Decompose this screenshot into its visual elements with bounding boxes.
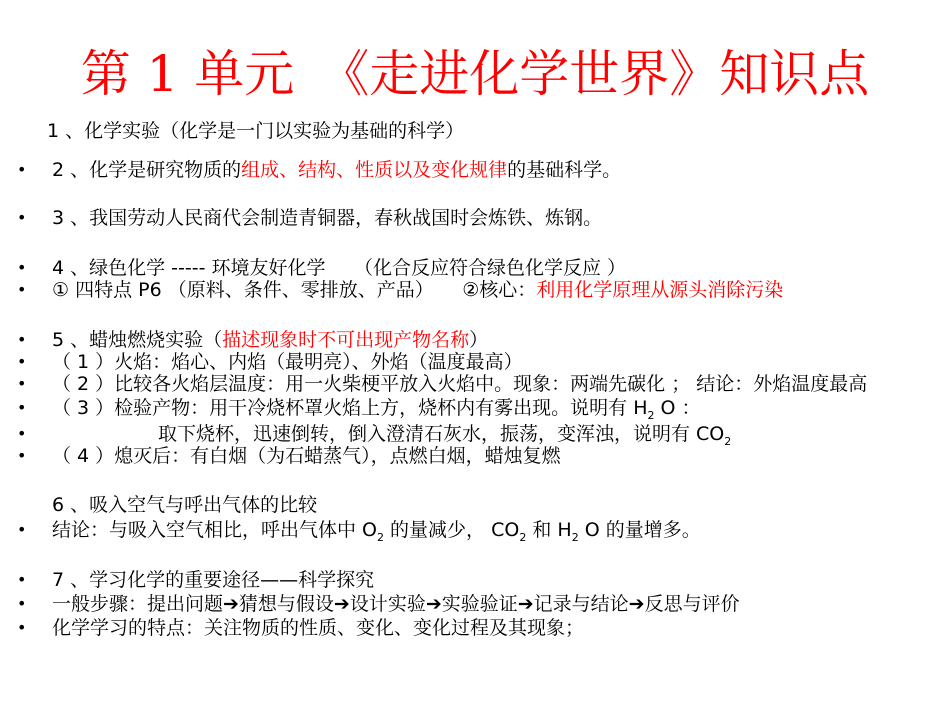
bullet: • (17, 160, 27, 179)
point-4-features-text (52, 278, 783, 302)
text-segment: （ 3 ）检验产物：用干冷烧杯罩火焰上方，烧杯内有雾出现。说明有 H (52, 397, 648, 419)
point-1-chemistry-experiment (0, 119, 950, 143)
point-5-temperature (0, 372, 950, 396)
subscript: 2 (377, 531, 384, 544)
bullet: • (17, 446, 27, 465)
point-2-text-end: 的基础科学。 (507, 159, 622, 181)
point-2-text (52, 158, 621, 182)
bullet: • (17, 352, 27, 371)
point-4-green-chemistry (0, 256, 950, 280)
subscript: 2 (647, 409, 655, 422)
point-6-text: 6 、吸入空气与呼出气体的比较 (52, 494, 318, 516)
bullet: • (17, 330, 27, 349)
point-4-features-core (0, 278, 950, 302)
text-segment: O 的量增多。 (578, 519, 701, 541)
point-7-scientific-inquiry (0, 568, 950, 592)
slide-title: 第 1 单元 《走进化学世界》知识点 (80, 45, 870, 103)
point-2-text-start: 2 、化学是研究物质的 (52, 159, 242, 181)
point-6-air-comparison (0, 493, 950, 517)
point-5-extinguish (0, 444, 950, 468)
text-segment: 结论：与吸入空气相比，呼出气体中 O (52, 519, 377, 541)
point-3-text: 3 、我国劳动人民商代会制造青铜器，春秋战国时会炼铁、炼钢。 (52, 207, 603, 229)
point-4-text: 4 、绿色化学 ----- 环境友好化学 （化合反应符合绿色化学反应 ） (52, 257, 627, 279)
bullet: • (17, 280, 27, 299)
point-5-text (52, 328, 488, 352)
point-7-characteristics (0, 616, 950, 640)
point-5-product-water-text (52, 396, 701, 420)
point-2-definition (0, 158, 950, 182)
point-6-conclusion (0, 518, 950, 542)
point-5-extinguish-text: （ 4 ）熄灭后：有白烟（为石蜡蒸气），点燃白烟，蜡烛复燃 (52, 445, 561, 467)
subscript: 2 (571, 531, 579, 544)
point-3-history (0, 206, 950, 230)
point-4-core-highlight: 利用化学原理从源头消除污染 (536, 279, 784, 301)
point-5-temperature-text: （ 2 ）比较各火焰层温度：用一火柴梗平放入火焰中。现象：两端先碳化 ； 结论：外焰温度最高 (52, 373, 868, 395)
point-7-steps-text: 一般步骤：提出问题➔猜想与假设➔设计实验➔实验验证➔记录与结论➔反思与评价 (52, 593, 740, 615)
point-5-text-start: 5 、蜡烛燃烧实验（ (52, 329, 223, 351)
point-5-flame (0, 350, 950, 374)
subscript: 2 (724, 435, 732, 448)
point-7-steps (0, 592, 950, 616)
subscript: 2 (519, 531, 527, 544)
point-5-product-co2 (0, 422, 950, 446)
point-2-highlight: 组成、结构、性质以及变化规律 (241, 159, 508, 181)
text-segment: 的量减少， CO (384, 519, 520, 541)
point-7-characteristics-text: 化学学习的特点：关注物质的性质、变化、变化过程及其现象； (52, 617, 585, 639)
bullet: • (17, 570, 27, 589)
text-segment: O ： (654, 397, 701, 419)
point-4-features-start: ① 四特点 P6 （原料、条件、零排放、产品） ②核心： (52, 279, 537, 301)
text-segment: 取下烧杯，迅速倒转，倒入澄清石灰水，振荡，变浑浊，说明有 CO (158, 423, 725, 445)
bullet: • (17, 258, 27, 277)
point-5-product-water (0, 396, 950, 420)
point-6-conclusion-text (52, 518, 701, 542)
point-5-product-co2-text (158, 422, 731, 446)
point-5-highlight: 描述现象时不可出现产物名称 (222, 329, 470, 351)
point-5-text-end: ） (469, 329, 489, 351)
point-5-candle-experiment (0, 328, 950, 352)
bullet: • (17, 520, 27, 539)
bullet: • (17, 398, 27, 417)
bullet: • (17, 618, 27, 637)
bullet: • (17, 424, 27, 443)
text-segment: 和 H (526, 519, 572, 541)
point-7-text: 7 、学习化学的重要途径——科学探究 (52, 569, 375, 591)
point-5-flame-text: （ 1 ）火焰：焰心、内焰（最明亮）、外焰（温度最高） (52, 351, 523, 373)
bullet: • (17, 208, 27, 227)
point-1-text: 1 、化学实验（化学是一门以实验为基础的科学） (47, 120, 465, 142)
bullet: • (17, 374, 27, 393)
bullet: • (17, 594, 27, 613)
